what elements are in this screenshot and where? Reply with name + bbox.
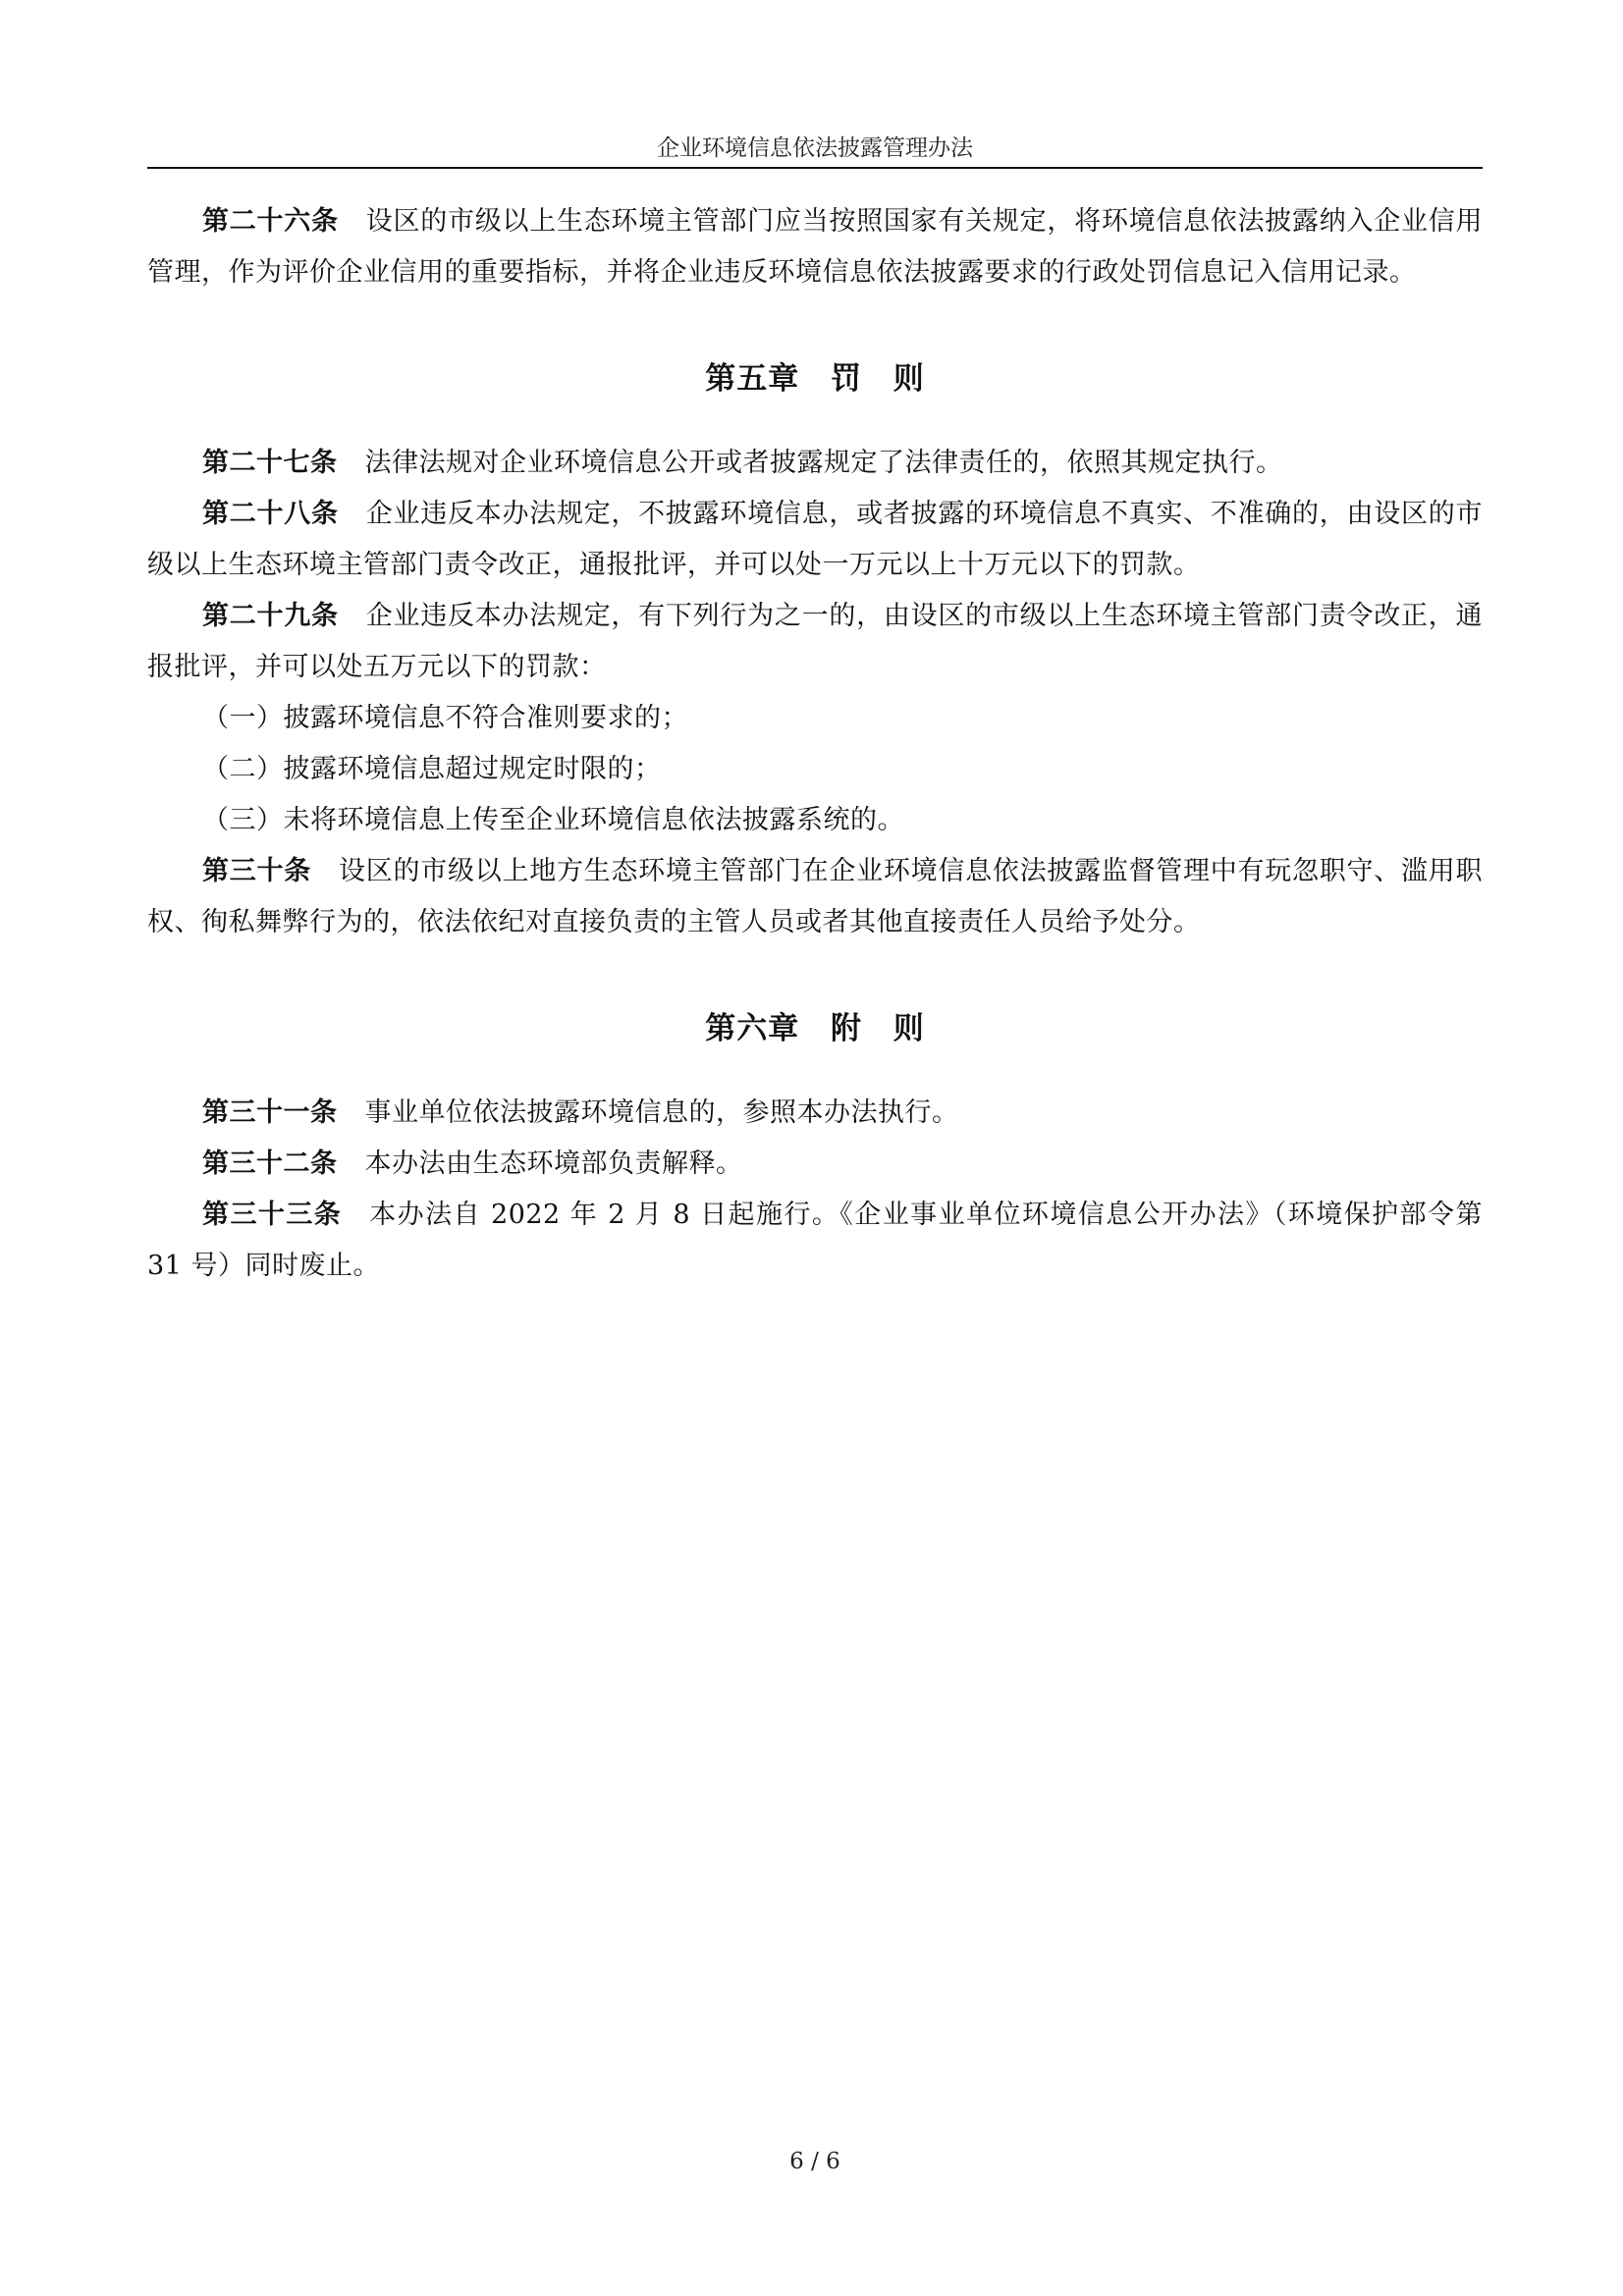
article-29-item-1: （一）披露环境信息不符合准则要求的； [202,703,688,733]
article-27 [147,438,1483,489]
article-text: 设区的市级以上地方生态环境主管部门在企业环境信息依法披露监督管理中有玩忽职守、滥用职权、徇私舞弊行为的，依法依纪对直接负责的主管人员或者其他直接责任人员给予处分。 [147,856,1484,937]
running-header: 企业环境信息依法披露管理办法 [657,135,973,161]
header-rule [147,167,1483,169]
article-text: 事业单位依法披露环境信息的，参照本办法执行。 [364,1097,959,1128]
article-33 [147,1190,1483,1292]
article-label: 第三十二条 [202,1148,338,1179]
article-29 [147,591,1483,693]
article-text: 法律法规对企业环境信息公开或者披露规定了法律责任的，依照其规定执行。 [364,448,1283,478]
article-label: 第三十条 [202,856,311,886]
article-29-item-3: （三）未将环境信息上传至企业环境信息依法披露系统的。 [202,805,904,835]
article-label: 第二十七条 [202,448,338,478]
article-text: 本办法自 2022 年 2 月 8 日起施行。《企业事业单位环境信息公开办法》（环境保护部令第 31 号）同时废止。 [147,1200,1483,1281]
article-text: 本办法由生态环境部负责解释。 [364,1148,743,1179]
article-label: 第三十一条 [202,1097,338,1128]
chapter-6-heading: 第六章 附 则 [705,1011,925,1046]
article-30 [147,846,1483,948]
article-28 [147,489,1483,591]
page-number: 6 / 6 [789,2149,840,2174]
article-label: 第三十三条 [202,1200,343,1230]
article-29-item-2: （二）披露环境信息超过规定时限的； [202,754,662,784]
article-text: 设区的市级以上生态环境主管部门应当按照国家有关规定，将环境信息依法披露纳入企业信用管理，作为评价企业信用的重要指标，并将企业违反环境信息依法披露要求的行政处罚信息记入信用记录。 [147,206,1484,288]
article-label: 第二十八条 [202,499,339,529]
chapter-5-heading: 第五章 罚 则 [705,361,925,397]
article-31 [147,1088,1483,1139]
article-label: 第二十九条 [202,601,339,631]
article-text: 企业违反本办法规定，有下列行为之一的，由设区的市级以上生态环境主管部门责令改正，通报批评，并可以处五万元以下的罚款： [147,601,1484,682]
document-body [147,196,1483,1292]
article-32 [147,1139,1483,1190]
article-label: 第二十六条 [202,206,339,237]
article-text: 企业违反本办法规定，不披露环境信息，或者披露的环境信息不真实、不准确的，由设区的市级以上生态环境主管部门责令改正，通报批评，并可以处一万元以上十万元以下的罚款。 [147,499,1484,580]
article-26 [147,196,1483,298]
